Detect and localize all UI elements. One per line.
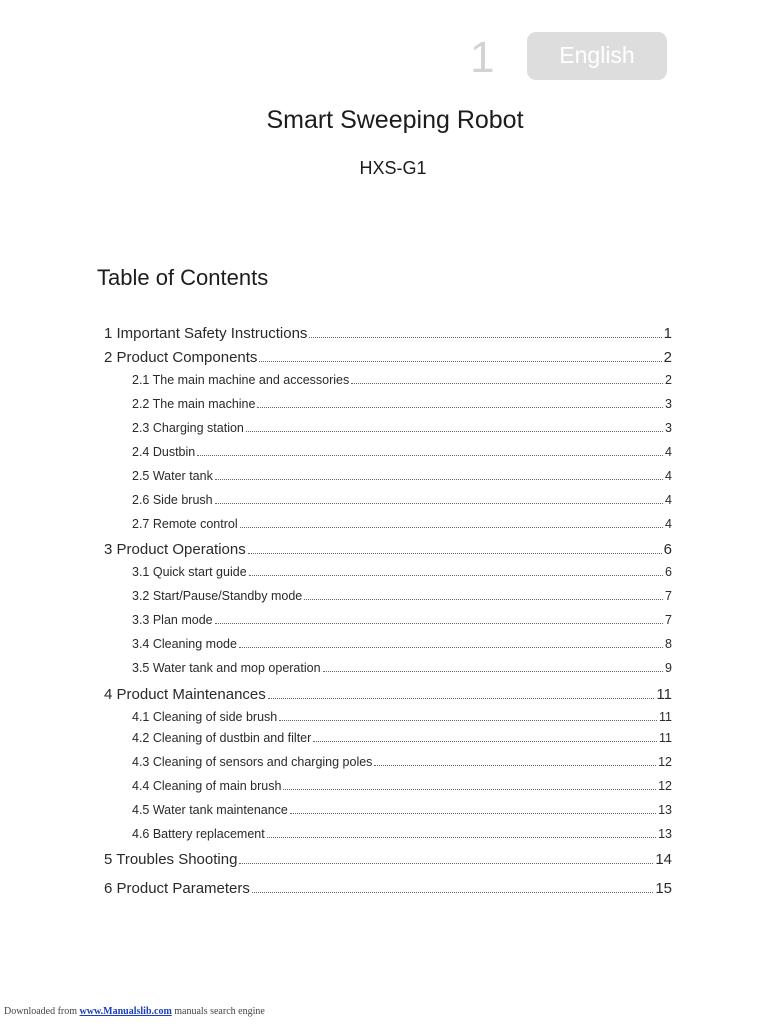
toc-dot-leader <box>351 383 663 384</box>
toc-entry-page: 12 <box>658 755 672 769</box>
toc-entry[interactable] <box>104 325 672 342</box>
toc-entry-label: 4.6 Battery replacement <box>132 827 265 841</box>
toc-dot-leader <box>259 361 661 362</box>
toc-entry-page: 9 <box>665 661 672 675</box>
toc-dot-leader <box>304 599 663 600</box>
toc-entry-label: 4.3 Cleaning of sensors and charging poles <box>132 755 373 769</box>
toc-dot-leader <box>323 671 664 672</box>
toc-entry[interactable] <box>104 851 672 868</box>
footer-prefix: Downloaded from <box>4 1006 80 1017</box>
toc-entry-page: 3 <box>665 397 672 411</box>
toc-entry[interactable] <box>132 517 672 531</box>
toc-entry-page: 2 <box>663 349 672 366</box>
toc-entry-page: 7 <box>665 613 672 627</box>
toc-entry-label: 6 Product Parameters <box>104 880 250 897</box>
toc-entry[interactable] <box>132 637 672 651</box>
toc-entry-label: 2 Product Components <box>104 349 258 366</box>
toc-dot-leader <box>197 455 663 456</box>
toc-entry-page: 13 <box>658 803 672 817</box>
toc-dot-leader <box>215 623 663 624</box>
toc-entry-page: 6 <box>665 565 672 579</box>
language-badge: English <box>527 32 667 80</box>
document-model: HXS-G1 <box>359 158 427 178</box>
toc-entry-label: 3.4 Cleaning mode <box>132 637 237 651</box>
toc-entry-label: 2.7 Remote control <box>132 517 238 531</box>
toc-dot-leader <box>246 431 663 432</box>
toc-entry-page: 8 <box>665 637 672 651</box>
toc-entry-label: 1 Important Safety Instructions <box>104 325 308 342</box>
toc-entry[interactable] <box>132 373 672 387</box>
toc-entry-label: 4 Product Maintenances <box>104 686 266 703</box>
toc-entry[interactable] <box>132 445 672 459</box>
toc-entry[interactable] <box>132 613 672 627</box>
toc-entry-page: 2 <box>665 373 672 387</box>
toc-entry-label: 3 Product Operations <box>104 541 246 558</box>
toc-dot-leader <box>313 741 657 742</box>
footer <box>4 1006 265 1017</box>
toc-entry-page: 4 <box>665 517 672 531</box>
toc-dot-leader <box>215 479 663 480</box>
toc-dot-leader <box>279 720 657 721</box>
toc-dot-leader <box>252 892 653 893</box>
toc-entry-page: 11 <box>656 686 672 703</box>
toc-entry-page: 11 <box>659 731 672 745</box>
toc-dot-leader <box>240 527 663 528</box>
toc-entry-page: 1 <box>663 325 672 342</box>
toc-entry-label: 3.1 Quick start guide <box>132 565 247 579</box>
toc-entry-label: 2.3 Charging station <box>132 421 244 435</box>
toc-entry[interactable] <box>132 493 672 507</box>
toc-entry-label: 5 Troubles Shooting <box>104 851 238 868</box>
toc-entry-page: 12 <box>658 779 672 793</box>
toc-entry[interactable] <box>132 827 672 841</box>
toc-entry[interactable] <box>104 880 672 897</box>
page-number: 1 <box>470 33 495 82</box>
toc-dot-leader <box>374 765 656 766</box>
toc-entry-page: 4 <box>665 493 672 507</box>
toc-entry-page: 14 <box>655 851 672 868</box>
footer-suffix: manuals search engine <box>171 1006 265 1017</box>
toc-entry[interactable] <box>132 779 672 793</box>
toc-entry-label: 3.5 Water tank and mop operation <box>132 661 321 675</box>
toc-heading: Table of Contents <box>97 265 269 290</box>
toc-entry-label: 4.5 Water tank maintenance <box>132 803 288 817</box>
toc-entry[interactable] <box>132 589 672 603</box>
toc-dot-leader <box>283 789 656 790</box>
toc-entry-page: 13 <box>658 827 672 841</box>
toc-dot-leader <box>267 837 656 838</box>
toc-entry-page: 4 <box>665 445 672 459</box>
toc-entry-label: 3.3 Plan mode <box>132 613 213 627</box>
toc-entry[interactable] <box>104 686 672 703</box>
toc-entry-label: 2.2 The main machine <box>132 397 256 411</box>
toc-entry[interactable] <box>104 349 672 366</box>
toc-entry-page: 11 <box>659 710 672 724</box>
toc-entry-page: 7 <box>665 589 672 603</box>
toc-entry-page: 3 <box>665 421 672 435</box>
toc-dot-leader <box>249 575 663 576</box>
toc-entry[interactable] <box>132 803 672 817</box>
toc-entry-label: 4.2 Cleaning of dustbin and filter <box>132 731 312 745</box>
toc-dot-leader <box>215 503 663 504</box>
toc-entry-label: 2.1 The main machine and accessories <box>132 373 350 387</box>
toc-entry[interactable] <box>132 710 672 724</box>
toc-dot-leader <box>268 698 655 699</box>
toc-dot-leader <box>239 647 663 648</box>
toc-entry-page: 6 <box>663 541 672 558</box>
toc-entry[interactable] <box>132 565 672 579</box>
toc-entry-label: 3.2 Start/Pause/Standby mode <box>132 589 303 603</box>
toc-entry[interactable] <box>132 731 672 745</box>
toc-entry[interactable] <box>132 755 672 769</box>
toc-entry-label: 4.4 Cleaning of main brush <box>132 779 282 793</box>
toc-dot-leader <box>248 553 662 554</box>
toc-entry-label: 2.4 Dustbin <box>132 445 196 459</box>
toc-dot-leader <box>239 863 653 864</box>
footer-link[interactable]: www.Manualslib.com <box>79 1006 172 1017</box>
toc-dot-leader <box>290 813 656 814</box>
toc-entry[interactable] <box>132 397 672 411</box>
toc-dot-leader <box>257 407 663 408</box>
toc-entry-page: 15 <box>655 880 672 897</box>
toc-entry-label: 4.1 Cleaning of side brush <box>132 710 278 724</box>
toc-entry-page: 4 <box>665 469 672 483</box>
toc-entry[interactable] <box>132 469 672 483</box>
document-title: Smart Sweeping Robot <box>266 106 524 134</box>
toc-entry[interactable] <box>104 541 672 558</box>
toc-entry[interactable] <box>132 421 672 435</box>
toc-entry[interactable] <box>132 661 672 675</box>
toc-entry-label: 2.6 Side brush <box>132 493 213 507</box>
toc-dot-leader <box>309 337 661 338</box>
toc-entry-label: 2.5 Water tank <box>132 469 213 483</box>
